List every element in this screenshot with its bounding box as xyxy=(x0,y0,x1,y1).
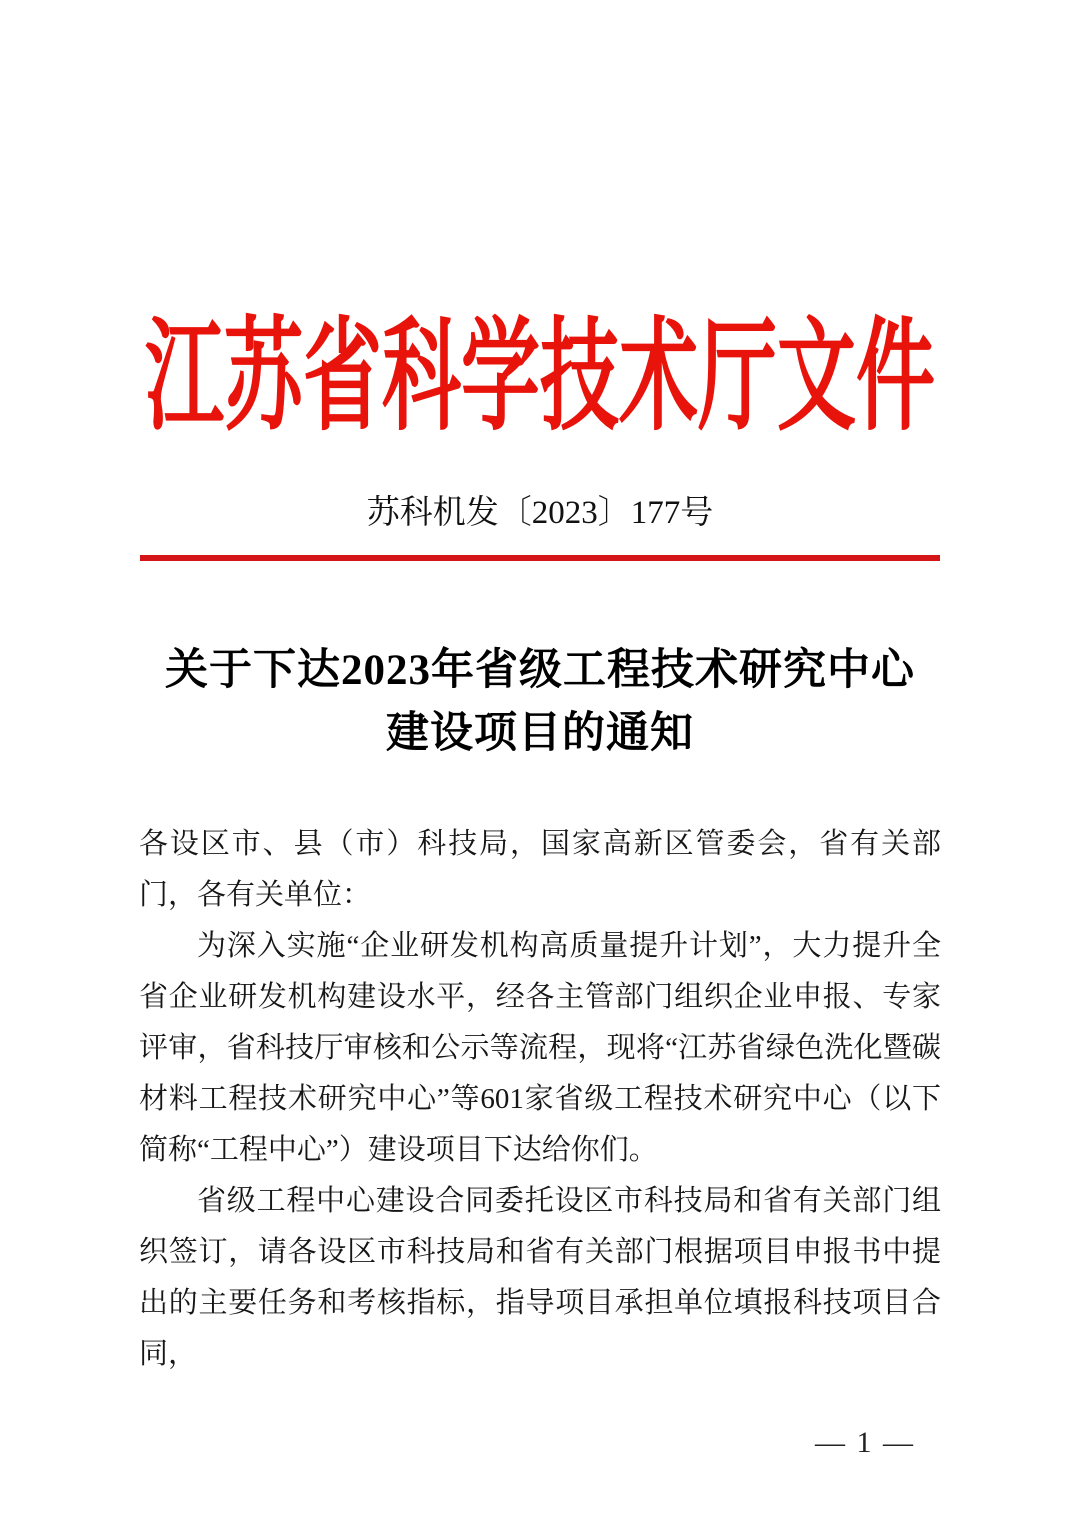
page-number: — 1 — xyxy=(815,1426,915,1459)
salutation-paragraph: 各设区市、县（市）科技局，国家高新区管委会，省有关部门，各有关单位： xyxy=(139,828,941,911)
red-divider-line xyxy=(140,555,940,561)
document-title-line1: 关于下达2023年省级工程技术研究中心 xyxy=(165,647,915,694)
document-reference-number: 苏科机发〔2023〕177号 xyxy=(366,495,714,531)
document-title xyxy=(0,639,1080,765)
body-paragraph: 为深入实施“企业研发机构高质量提升计划”，大力提升全省企业研发机构建设水平，经各主管部门组织企业申报、专家评审，省科技厅审核和公示等流程，现将“江苏省绿色洗化暨碳材料工程技术研究中心”等601家省级工程技术研究中心（以下简称“工程中心”）建设项目下达给你们。 xyxy=(139,930,941,1166)
page-footer xyxy=(140,1426,940,1460)
document-body xyxy=(139,819,941,1380)
document-header xyxy=(0,287,1080,445)
body-paragraph: 省级工程中心建设合同委托设区市科技局和省有关部门组织签订，请各设区市科技局和省有关部门根据项目申报书中提出的主要任务和考核指标，指导项目承担单位填报科技项目合同， xyxy=(139,1185,941,1370)
agency-title: 江苏省科学技术厅文件 xyxy=(145,311,935,447)
document-title-line2: 建设项目的通知 xyxy=(386,710,694,757)
